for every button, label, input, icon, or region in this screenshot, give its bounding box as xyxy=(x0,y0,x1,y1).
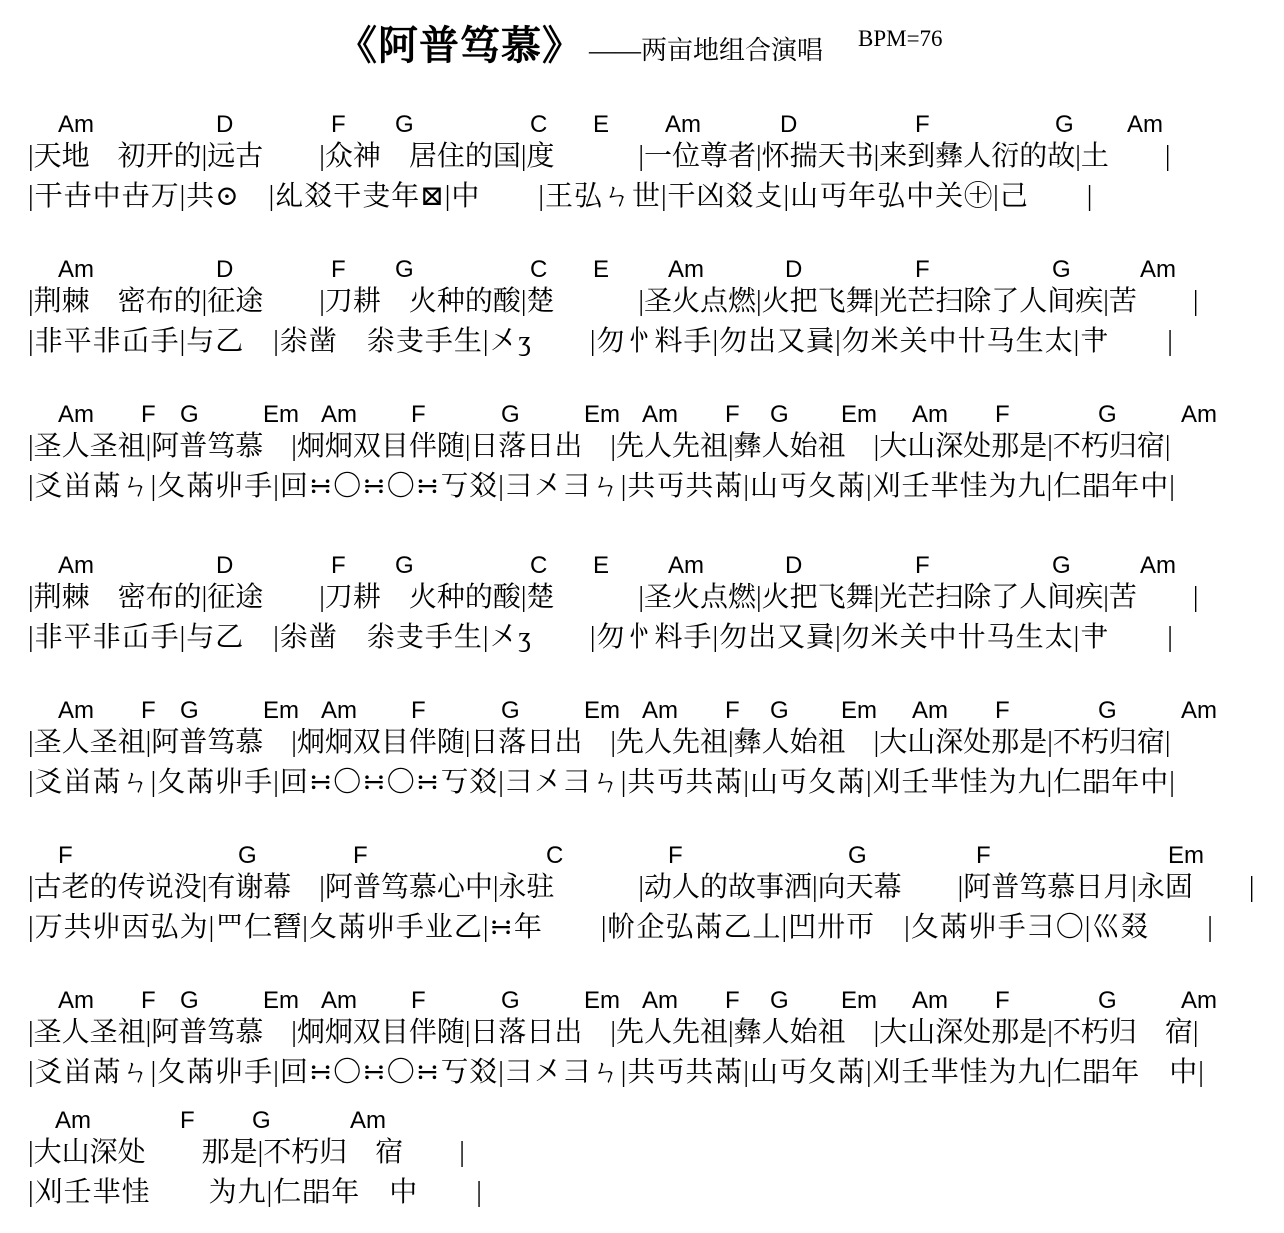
chord-label: Am xyxy=(1181,987,1217,1014)
score-row xyxy=(0,257,1284,367)
chord-label: Am xyxy=(642,697,678,724)
chord-label: C xyxy=(546,842,564,869)
chord-label: Am xyxy=(1181,697,1217,724)
chord-label: Am xyxy=(350,1107,386,1134)
chord-label: Am xyxy=(912,987,948,1014)
lyric-line: |荆棘 密布的|征途 |刀耕 火种的酸|楚 |圣火点燃|火把飞舞|光芒扫除了人间疾|苦 | xyxy=(28,582,1199,613)
chord-label: F xyxy=(995,401,1010,428)
chord-label: F xyxy=(668,842,683,869)
chord-label: Am xyxy=(58,552,94,579)
chord-label: G xyxy=(1098,987,1117,1014)
chord-label: D xyxy=(780,111,798,138)
chord-label: D xyxy=(785,256,803,283)
chord-label: C xyxy=(530,256,548,283)
chord-label: F xyxy=(995,697,1010,724)
yi-script-line: |爻畄㒼ㄣ|夂㒼丱手|回∺〇∺〇∺丂㸚|彐㐅彐ㄣ|共丏共㒼|山丏夂㒼|刈壬芈㤬为九|仁㗊年中| xyxy=(28,471,1176,502)
score-row xyxy=(0,843,1284,953)
chord-label: Am xyxy=(912,401,948,428)
yi-script-line: |爻畄㒼ㄣ|夂㒼丱手|回∺〇∺〇∺丂㸚|彐㐅彐ㄣ|共丏共㒼|山丏夂㒼|刈壬芈㤬为九|仁㗊年 中| xyxy=(28,1057,1205,1088)
chord-label: Am xyxy=(1140,552,1176,579)
chord-label: C xyxy=(530,552,548,579)
chord-label: F xyxy=(915,552,930,579)
chord-label: Am xyxy=(1127,111,1163,138)
chord-label: Am xyxy=(668,256,704,283)
lyric-line: |圣人圣祖|阿普笃慕 |炯炯双目伴随|日落日出 |先人先祖|彝人始祖 |大山深处那是|不朽归宿| xyxy=(28,431,1171,462)
chord-label: Em xyxy=(584,987,620,1014)
chord-label: G xyxy=(770,697,789,724)
chord-label: Em xyxy=(841,401,877,428)
chord-label: F xyxy=(353,842,368,869)
chord-label: F xyxy=(725,697,740,724)
score-row xyxy=(0,1108,1284,1218)
chord-label: Em xyxy=(263,987,299,1014)
chord-label: E xyxy=(593,111,610,138)
chord-label: G xyxy=(180,987,199,1014)
score-row xyxy=(0,553,1284,663)
chord-label: F xyxy=(141,401,156,428)
chord-label: D xyxy=(216,256,234,283)
chord-label: G xyxy=(1055,111,1074,138)
lyric-line: |圣人圣祖|阿普笃慕 |炯炯双目伴随|日落日出 |先人先祖|彝人始祖 |大山深处那是|不朽归 宿| xyxy=(28,1017,1199,1048)
chord-label: Am xyxy=(58,987,94,1014)
yi-script-line: |刈壬芈㤬 为九|仁㗊年 中 | xyxy=(28,1177,483,1208)
score-row xyxy=(0,988,1284,1098)
chord-label: F xyxy=(180,1107,195,1134)
chord-label: G xyxy=(1052,256,1071,283)
bpm-label: BPM=76 xyxy=(858,26,943,51)
chord-label: F xyxy=(725,987,740,1014)
chord-label: Am xyxy=(58,401,94,428)
chord-label: G xyxy=(1098,697,1117,724)
yi-script-line: |非平非屲手|与乙 |尜凿 尜叏手生|㐅ʒ |勿㣺料手|勿岀又㠱|勿米关中卄马生太|肀 | xyxy=(28,622,1174,653)
chord-label: C xyxy=(530,111,548,138)
chord-label: F xyxy=(141,987,156,1014)
chord-label: G xyxy=(1098,401,1117,428)
chord-label: G xyxy=(395,552,414,579)
chord-label: F xyxy=(915,111,930,138)
chord-label: Em xyxy=(584,401,620,428)
chord-label: F xyxy=(411,697,426,724)
chord-label: E xyxy=(593,552,610,579)
chord-label: F xyxy=(58,842,73,869)
chord-label: F xyxy=(915,256,930,283)
chord-label: Am xyxy=(55,1107,91,1134)
lyric-line: |荆棘 密布的|征途 |刀耕 火种的酸|楚 |圣火点燃|火把飞舞|光芒扫除了人间疾|苦 | xyxy=(28,286,1199,317)
chord-label: G xyxy=(1052,552,1071,579)
chord-label: G xyxy=(501,401,520,428)
lyric-line: |圣人圣祖|阿普笃慕 |炯炯双目伴随|日落日出 |先人先祖|彝人始祖 |大山深处那是|不朽归宿| xyxy=(28,727,1171,758)
score-row xyxy=(0,112,1284,222)
chord-label: Am xyxy=(58,111,94,138)
chord-label: Am xyxy=(1181,401,1217,428)
chord-label: G xyxy=(770,987,789,1014)
lyric-line: |大山深处 那是|不朽归 宿 | xyxy=(28,1137,465,1168)
chord-label: Em xyxy=(584,697,620,724)
chord-label: F xyxy=(976,842,991,869)
chord-label: Am xyxy=(668,552,704,579)
chord-label: G xyxy=(395,256,414,283)
song-title: 《阿普笃慕》 xyxy=(337,24,583,68)
chord-label: Am xyxy=(1140,256,1176,283)
chord-label: Em xyxy=(841,987,877,1014)
chord-label: Em xyxy=(1168,842,1204,869)
chord-label: Am xyxy=(665,111,701,138)
chord-label: G xyxy=(180,401,199,428)
chord-label: D xyxy=(216,111,234,138)
chord-label: E xyxy=(593,256,610,283)
lyric-line: |古老的传说没|有谢幕 |阿普笃慕心中|永驻 |动人的故事洒|向天幕 |阿普笃慕日月|永固 | xyxy=(28,872,1255,903)
chord-label: Am xyxy=(58,256,94,283)
chord-label: Em xyxy=(841,697,877,724)
chord-label: Am xyxy=(321,697,357,724)
chord-label: F xyxy=(331,256,346,283)
chord-label: F xyxy=(411,987,426,1014)
chord-label: Am xyxy=(642,401,678,428)
chord-label: Em xyxy=(263,401,299,428)
score-row xyxy=(0,402,1284,512)
chord-label: D xyxy=(216,552,234,579)
chord-label: G xyxy=(252,1107,271,1134)
chord-label: F xyxy=(141,697,156,724)
song-performer-subtitle: ——两亩地组合演唱 xyxy=(589,36,824,65)
yi-script-line: |非平非屲手|与乙 |尜凿 尜叏手生|㐅ʒ |勿㣺料手|勿岀又㠱|勿米关中卄马生太|肀 | xyxy=(28,326,1174,357)
chord-label: Em xyxy=(263,697,299,724)
chord-label: F xyxy=(995,987,1010,1014)
yi-script-line: |干卋中卋万|共⊙ |乣㸚干叏年⊠|中 |王弘ㄣ世|干凶㸚攴|山丏年弘中关㊉|己 | xyxy=(28,181,1094,212)
chord-label: F xyxy=(331,552,346,579)
yi-script-line: |万共丱㐁弘为|罒仁㬜|夂㒼丱手业乙|∺年 |㠹企弘㒼乙丄|凹卅帀 |夂㒼丱手彐〇|巛叕 | xyxy=(28,912,1214,943)
chord-label: Am xyxy=(321,987,357,1014)
chord-label: F xyxy=(331,111,346,138)
chord-label: G xyxy=(848,842,867,869)
chord-label: Am xyxy=(912,697,948,724)
chord-label: Am xyxy=(58,697,94,724)
chord-label: G xyxy=(395,111,414,138)
chord-label: F xyxy=(725,401,740,428)
yi-script-line: |爻畄㒼ㄣ|夂㒼丱手|回∺〇∺〇∺丂㸚|彐㐅彐ㄣ|共丏共㒼|山丏夂㒼|刈壬芈㤬为九|仁㗊年中| xyxy=(28,767,1176,798)
chord-label: G xyxy=(180,697,199,724)
lyric-line: |天地 初开的|远古 |众神 居住的国|度 |一位尊者|怀揣天书|来到彝人衍的故|土 | xyxy=(28,141,1171,172)
chord-label: G xyxy=(770,401,789,428)
page-title xyxy=(337,14,823,71)
chord-label: Am xyxy=(321,401,357,428)
score-row xyxy=(0,698,1284,808)
chord-label: G xyxy=(501,987,520,1014)
chord-label: G xyxy=(501,697,520,724)
chord-label: G xyxy=(238,842,257,869)
chord-label: Am xyxy=(642,987,678,1014)
chord-label: D xyxy=(785,552,803,579)
chord-label: F xyxy=(411,401,426,428)
